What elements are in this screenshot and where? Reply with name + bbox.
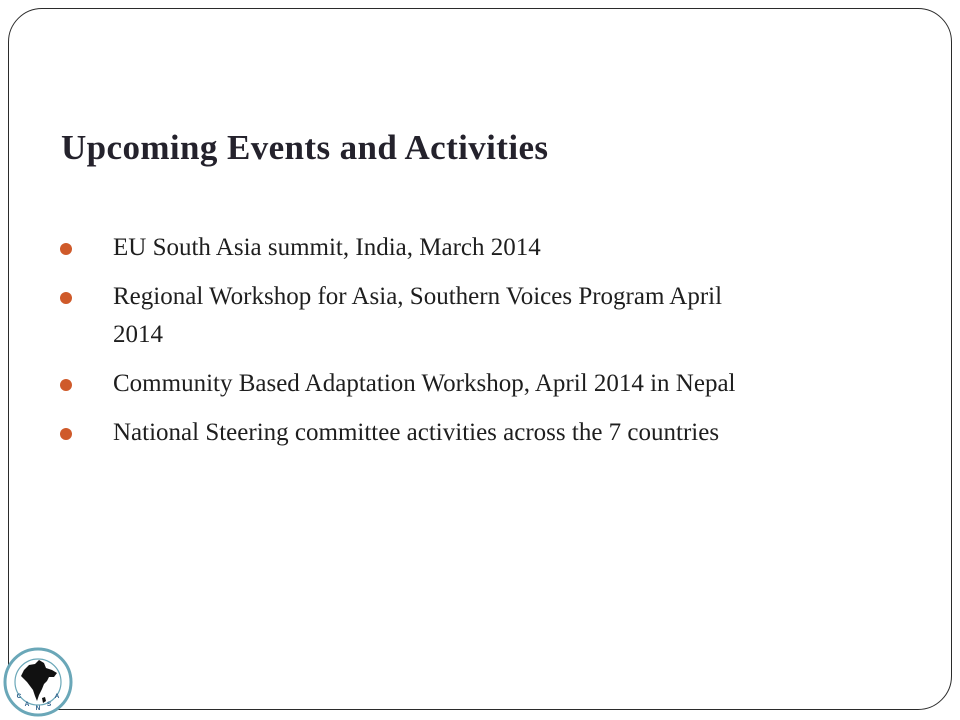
bullet-text: Regional Workshop for Asia, Southern Voices Program April [113,283,723,310]
bullet-text: EU South Asia summit, India, March 2014 [113,234,541,261]
bullet-dot-icon [60,292,72,304]
logo-letter: N [35,705,41,712]
bullet-dot-icon [60,428,72,440]
bullet-item [60,278,910,354]
bullet-dot-icon [60,243,72,255]
logo-letter: C [16,693,22,700]
logo-letter: A [54,693,60,700]
bullet-item [60,414,910,452]
bullet-item [60,229,910,267]
bullet-text-continued: 2014 [113,321,163,348]
bullet-text: National Steering committee activities across the 7 countries [113,419,720,446]
bullet-list [60,229,910,463]
slide-title: Upcoming Events and Activities [61,128,549,167]
bullet-item [60,365,910,403]
logo-letter: A [24,701,30,708]
bullet-text: Community Based Adaptation Workshop, April 2014 in Nepal [113,370,736,397]
logo-letter: S [46,701,52,708]
bullet-dot-icon [60,379,72,391]
cansa-logo-icon [2,646,74,718]
